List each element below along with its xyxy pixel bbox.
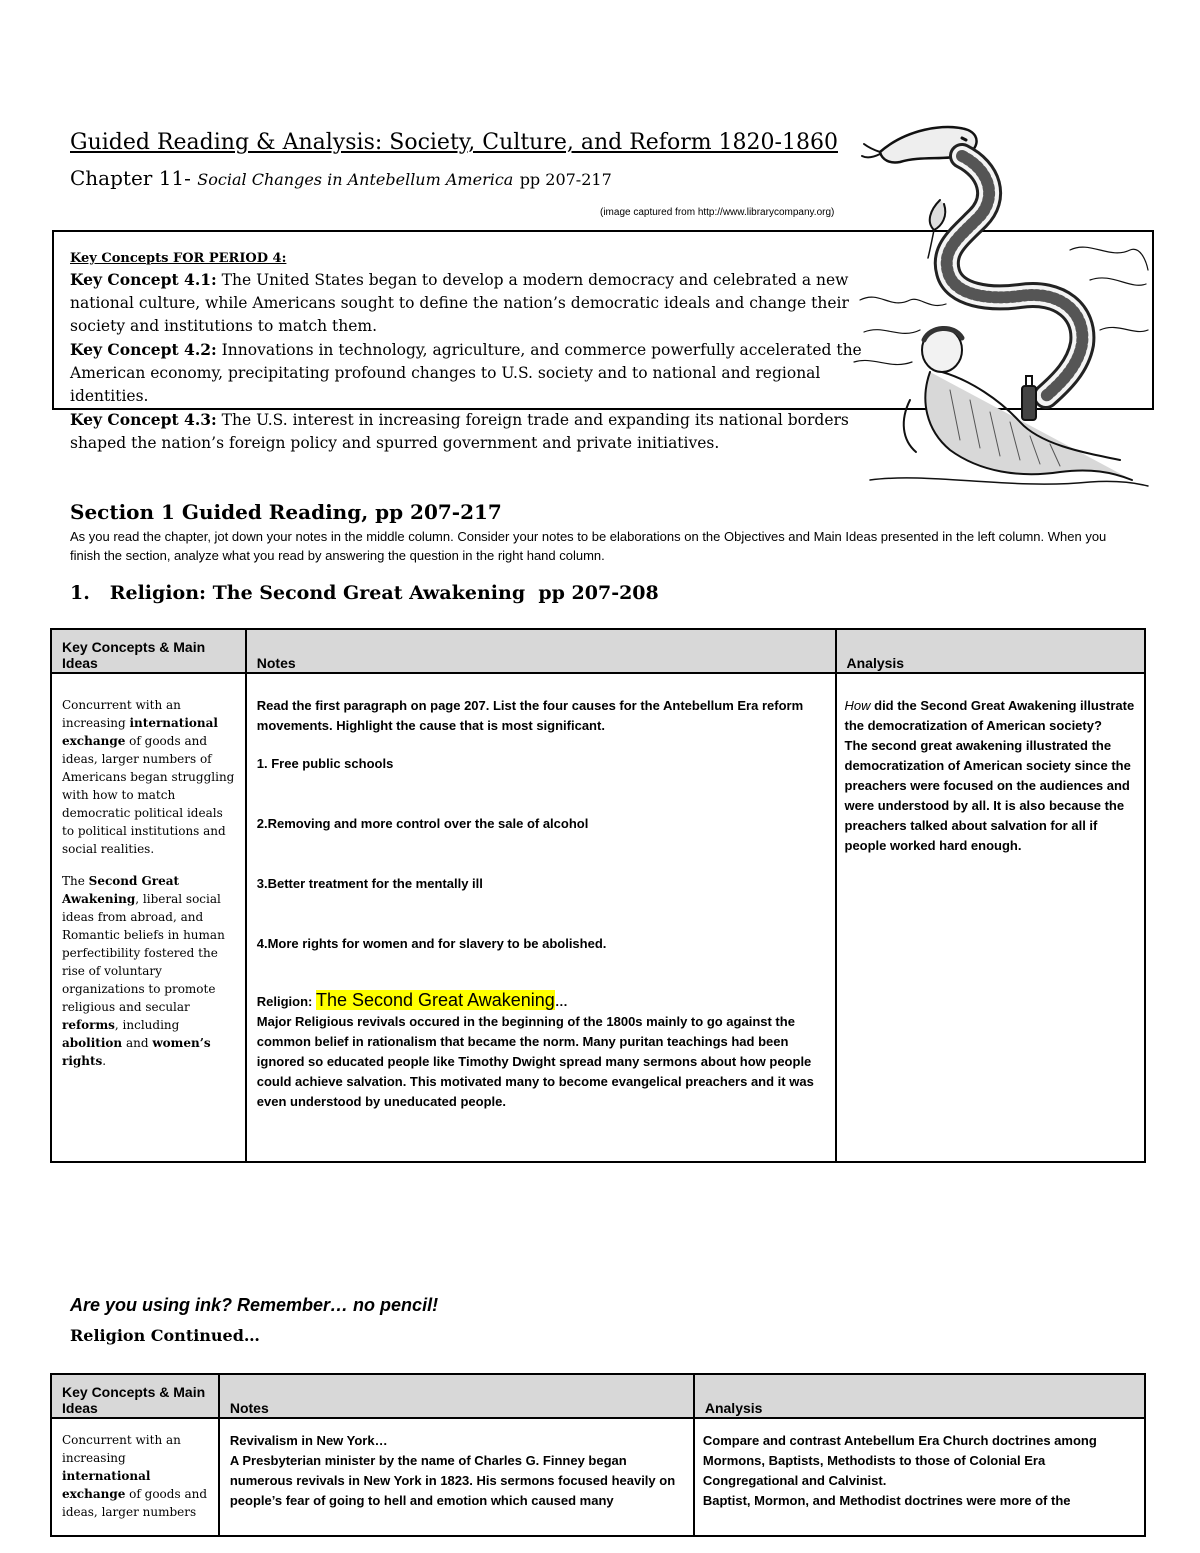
key-concepts-cell bbox=[51, 1418, 219, 1536]
religion-continued-heading: Religion Continued… bbox=[70, 1326, 260, 1345]
key-concept-4-1: Key Concept 4.1: The United States began to develop a modern democracy and celebrated a new national culture, while Americans sought to define the nation’s democratic ideals and change their society and institutions to match them. bbox=[70, 270, 849, 335]
section-1-title: Section 1 Guided Reading, pp 207-217 bbox=[70, 500, 502, 524]
cause-1: 1. Free public schools bbox=[256, 756, 394, 771]
item-1-title: Religion: The Second Great Awakening bbox=[109, 582, 526, 604]
image-credit: (image captured from http://www.librarycompany.org) bbox=[600, 207, 835, 218]
guided-reading-table-1 bbox=[50, 628, 1146, 1163]
key-concept-4-3: Key Concept 4.3: The U.S. interest in increasing foreign trade and expanding its national borders shaped the nation’s foreign policy and spurred government and private initiatives. bbox=[70, 410, 849, 452]
serpent-illustration-image bbox=[850, 100, 1150, 495]
analysis-question: Compare and contrast Antebellum Era Church doctrines among Mormons, Baptists, Methodists to those of Colonial Era Congregational and Calvinist. bbox=[702, 1433, 1097, 1488]
item-1-pages: pp 207-208 bbox=[538, 582, 659, 604]
notes-cell[interactable] bbox=[246, 673, 836, 1162]
chapter-label: Chapter 11- bbox=[70, 166, 191, 190]
section-1-instructions: As you read the chapter, jot down your notes in the middle column. Consider your notes to be elaborations on the Objectives and Main Ideas presented in the left column. When you finish the section, analyze what you read by answering the question in the right hand column. bbox=[70, 529, 1107, 563]
revivalism-title: Revivalism in New York… bbox=[229, 1433, 388, 1448]
table-header-row bbox=[51, 629, 1145, 673]
header-analysis: Analysis bbox=[836, 629, 1146, 673]
notes-cell[interactable] bbox=[219, 1418, 694, 1536]
chapter-heading bbox=[70, 166, 612, 190]
analysis-question: How did the Second Great Awakening illustrate the democratization of American society? bbox=[844, 698, 1135, 733]
header-notes: Notes bbox=[219, 1374, 694, 1418]
chapter-subtitle: Social Changes in Antebellum America bbox=[197, 170, 514, 189]
header-analysis: Analysis bbox=[694, 1374, 1145, 1418]
revivalism-notes: A Presbyterian minister by the name of Charles G. Finney began numerous revivals in New York in 1823. His sermons focused heavily on people’s fear of going to hell and emotion which caused many bbox=[229, 1453, 676, 1508]
ink-reminder: Are you using ink? Remember… no pencil! bbox=[70, 1295, 439, 1315]
religion-notes: Major Religious revivals occured in the beginning of the 1800s mainly to go against the common belief in rationalism that became the norm. Many puritan teachings had been ignored so educated people like Timothy Dwight spread many sermons about how people could achieve salvation. This motivated many to become evangelical preachers and it was even understood by uneducated people. bbox=[256, 1014, 814, 1109]
key-concepts bbox=[70, 250, 870, 455]
analysis-cell[interactable] bbox=[694, 1418, 1145, 1536]
header-notes: Notes bbox=[246, 629, 836, 673]
notes-prompt: Read the first paragraph on page 207. List the four causes for the Antebellum Era reform movements. Highlight the cause that is most significant. bbox=[256, 698, 804, 733]
item-1-heading bbox=[70, 582, 659, 604]
cause-4: 4.More rights for women and for slavery to be abolished. bbox=[256, 936, 607, 951]
item-1-number: 1. bbox=[70, 582, 90, 604]
main-idea-paragraph: Concurrent with an increasing international exchange of goods and ideas, larger numbers of Americans began struggling with how to match democratic political ideals to political institutions and social realities. bbox=[62, 698, 235, 856]
analysis-answer: The second great awakening illustrated the democratization of American society since the preachers were focused on the audiences and were understood by all. It is also because the preachers talked about salvation for all if people worked hard enough. bbox=[844, 738, 1131, 853]
key-concepts-heading: Key Concepts FOR PERIOD 4: bbox=[70, 251, 287, 266]
chapter-pages: pp 207-217 bbox=[519, 170, 612, 189]
religion-heading: Religion: The Second Great Awakening… bbox=[256, 990, 568, 1010]
guided-reading-table-2 bbox=[50, 1373, 1146, 1537]
main-idea-paragraph: The Second Great Awakening, liberal social ideas from abroad, and Romantic beliefs in human perfectibility fostered the rise of voluntary organizations to promote religious and secular reforms, including abolition and women’s rights. bbox=[62, 874, 225, 1068]
table-row bbox=[51, 673, 1145, 1162]
page-title: Guided Reading & Analysis: Society, Culture, and Reform 1820-1860 bbox=[70, 130, 838, 155]
main-idea-paragraph: Concurrent with an increasing international exchange of goods and ideas, larger numbers bbox=[62, 1433, 208, 1519]
header-key-concepts: Key Concepts & Main Ideas bbox=[51, 629, 246, 673]
analysis-cell[interactable] bbox=[836, 673, 1146, 1162]
table-row bbox=[51, 1418, 1145, 1536]
key-concept-4-2: Key Concept 4.2: Innovations in technology, agriculture, and commerce powerfully accelerated the American economy, precipitating profound changes to U.S. society and to national and regional identities. bbox=[70, 340, 862, 405]
cause-2: 2.Removing and more control over the sale of alcohol bbox=[256, 816, 589, 831]
analysis-answer: Baptist, Mormon, and Methodist doctrines were more of the bbox=[702, 1493, 1071, 1508]
header-key-concepts: Key Concepts & Main Ideas bbox=[51, 1374, 219, 1418]
highlighted-cause: The Second Great Awakening bbox=[315, 990, 555, 1010]
key-concepts-cell bbox=[51, 673, 246, 1162]
cause-3: 3.Better treatment for the mentally ill bbox=[256, 876, 483, 891]
table-header-row bbox=[51, 1374, 1145, 1418]
